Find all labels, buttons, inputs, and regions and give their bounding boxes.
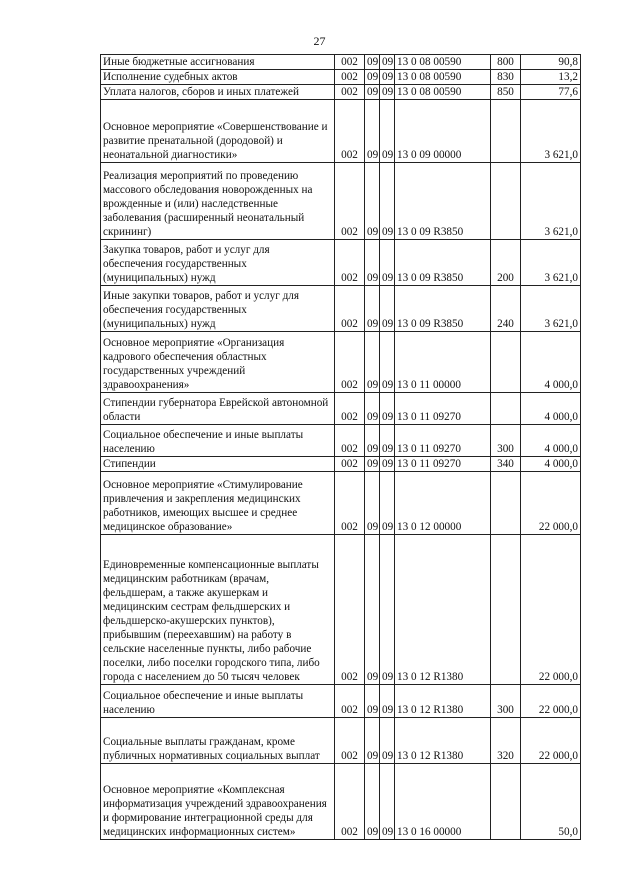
row-ved: 002 xyxy=(335,718,365,764)
row-pr: 09 xyxy=(380,393,395,425)
row-vr: 200 xyxy=(491,240,521,286)
row-vr: 830 xyxy=(491,70,521,85)
table-row xyxy=(101,472,581,535)
table-row xyxy=(101,718,581,764)
row-pr: 09 xyxy=(380,472,395,535)
row-ved: 002 xyxy=(335,472,365,535)
table-row xyxy=(101,163,581,240)
row-rz: 09 xyxy=(365,472,380,535)
row-pr: 09 xyxy=(380,55,395,70)
row-ved: 002 xyxy=(335,286,365,332)
row-rz: 09 xyxy=(365,457,380,472)
row-sum: 22 000,0 xyxy=(521,472,581,535)
row-csr: 13 0 11 00000 xyxy=(395,332,491,393)
row-vr xyxy=(491,100,521,163)
row-vr: 240 xyxy=(491,286,521,332)
row-name: Социальное обеспечение и иные выплаты населению xyxy=(101,685,335,718)
table-row xyxy=(101,764,581,840)
table-row xyxy=(101,100,581,163)
row-sum: 22 000,0 xyxy=(521,535,581,685)
row-rz: 09 xyxy=(365,718,380,764)
row-sum: 90,8 xyxy=(521,55,581,70)
row-sum: 3 621,0 xyxy=(521,286,581,332)
table-row xyxy=(101,535,581,685)
budget-table xyxy=(100,54,581,840)
row-pr: 09 xyxy=(380,100,395,163)
row-ved: 002 xyxy=(335,457,365,472)
table-row xyxy=(101,457,581,472)
row-csr: 13 0 12 R1380 xyxy=(395,535,491,685)
table-row xyxy=(101,685,581,718)
table-row xyxy=(101,240,581,286)
table-row xyxy=(101,85,581,100)
row-csr: 13 0 08 00590 xyxy=(395,55,491,70)
row-ved: 002 xyxy=(335,764,365,840)
row-vr: 850 xyxy=(491,85,521,100)
row-ved: 002 xyxy=(335,100,365,163)
row-vr: 300 xyxy=(491,685,521,718)
row-rz: 09 xyxy=(365,163,380,240)
row-vr: 340 xyxy=(491,457,521,472)
row-sum: 22 000,0 xyxy=(521,685,581,718)
row-csr: 13 0 12 R1380 xyxy=(395,685,491,718)
row-vr xyxy=(491,764,521,840)
row-name: Закупка товаров, работ и услуг для обеспечения государственных (муниципальных) нужд xyxy=(101,240,335,286)
row-sum: 3 621,0 xyxy=(521,100,581,163)
row-name: Стипендии губернатора Еврейской автономной области xyxy=(101,393,335,425)
row-ved: 002 xyxy=(335,685,365,718)
budget-table-body xyxy=(101,55,581,840)
row-vr xyxy=(491,393,521,425)
row-pr: 09 xyxy=(380,70,395,85)
row-pr: 09 xyxy=(380,718,395,764)
table-row xyxy=(101,393,581,425)
row-sum: 4 000,0 xyxy=(521,425,581,457)
row-name: Иные бюджетные ассигнования xyxy=(101,55,335,70)
row-ved: 002 xyxy=(335,85,365,100)
row-ved: 002 xyxy=(335,70,365,85)
row-pr: 09 xyxy=(380,764,395,840)
row-sum: 4 000,0 xyxy=(521,457,581,472)
row-pr: 09 xyxy=(380,163,395,240)
row-pr: 09 xyxy=(380,85,395,100)
row-name: Исполнение судебных актов xyxy=(101,70,335,85)
row-rz: 09 xyxy=(365,55,380,70)
row-name: Основное мероприятие «Организация кадрового обеспечения областных государственных учреждений здравоохранения» xyxy=(101,332,335,393)
row-ved: 002 xyxy=(335,55,365,70)
row-pr: 09 xyxy=(380,535,395,685)
row-vr xyxy=(491,472,521,535)
row-name: Основное мероприятие «Совершенствование и развитие пренатальной (дородовой) и неонатальной диагностики» xyxy=(101,100,335,163)
row-name: Иные закупки товаров, работ и услуг для обеспечения государственных (муниципальных) нужд xyxy=(101,286,335,332)
row-vr xyxy=(491,332,521,393)
row-csr: 13 0 09 R3850 xyxy=(395,240,491,286)
table-row xyxy=(101,332,581,393)
row-name: Социальные выплаты гражданам, кроме публичных нормативных социальных выплат xyxy=(101,718,335,764)
row-pr: 09 xyxy=(380,425,395,457)
page-number: 27 xyxy=(313,34,326,48)
row-name: Основное мероприятие «Стимулирование привлечения и закрепления медицинских работников, имеющих высшее и среднее медицинское образование» xyxy=(101,472,335,535)
row-csr: 13 0 16 00000 xyxy=(395,764,491,840)
row-rz: 09 xyxy=(365,685,380,718)
table-row xyxy=(101,425,581,457)
row-ved: 002 xyxy=(335,332,365,393)
row-pr: 09 xyxy=(380,457,395,472)
row-rz: 09 xyxy=(365,764,380,840)
row-csr: 13 0 08 00590 xyxy=(395,70,491,85)
row-sum: 4 000,0 xyxy=(521,393,581,425)
row-sum: 4 000,0 xyxy=(521,332,581,393)
row-sum: 3 621,0 xyxy=(521,163,581,240)
row-sum: 22 000,0 xyxy=(521,718,581,764)
row-vr xyxy=(491,163,521,240)
table-row xyxy=(101,286,581,332)
row-csr: 13 0 11 09270 xyxy=(395,425,491,457)
row-rz: 09 xyxy=(365,425,380,457)
row-rz: 09 xyxy=(365,100,380,163)
row-pr: 09 xyxy=(380,332,395,393)
row-csr: 13 0 09 00000 xyxy=(395,100,491,163)
row-ved: 002 xyxy=(335,163,365,240)
row-csr: 13 0 09 R3850 xyxy=(395,286,491,332)
row-ved: 002 xyxy=(335,535,365,685)
row-vr: 800 xyxy=(491,55,521,70)
row-name: Социальное обеспечение и иные выплаты населению xyxy=(101,425,335,457)
row-vr: 300 xyxy=(491,425,521,457)
row-rz: 09 xyxy=(365,393,380,425)
row-sum: 13,2 xyxy=(521,70,581,85)
row-sum: 50,0 xyxy=(521,764,581,840)
row-vr: 320 xyxy=(491,718,521,764)
row-rz: 09 xyxy=(365,70,380,85)
row-name: Стипендии xyxy=(101,457,335,472)
row-csr: 13 0 11 09270 xyxy=(395,457,491,472)
row-csr: 13 0 12 R1380 xyxy=(395,718,491,764)
row-ved: 002 xyxy=(335,425,365,457)
row-sum: 77,6 xyxy=(521,85,581,100)
row-sum: 3 621,0 xyxy=(521,240,581,286)
row-rz: 09 xyxy=(365,332,380,393)
row-ved: 002 xyxy=(335,393,365,425)
table-row xyxy=(101,70,581,85)
row-pr: 09 xyxy=(380,286,395,332)
row-rz: 09 xyxy=(365,286,380,332)
row-csr: 13 0 09 R3850 xyxy=(395,163,491,240)
row-vr xyxy=(491,535,521,685)
row-ved: 002 xyxy=(335,240,365,286)
row-rz: 09 xyxy=(365,535,380,685)
row-csr: 13 0 11 09270 xyxy=(395,393,491,425)
row-name: Основное мероприятие «Комплексная информатизация учреждений здравоохранения и формирование интеграционной среды для медицинских информационных систем» xyxy=(101,764,335,840)
row-pr: 09 xyxy=(380,240,395,286)
row-name: Уплата налогов, сборов и иных платежей xyxy=(101,85,335,100)
row-pr: 09 xyxy=(380,685,395,718)
row-rz: 09 xyxy=(365,240,380,286)
row-name: Единовременные компенсационные выплаты медицинским работникам (врачам, фельдшерам, а также акушеркам и медицинским сестрам фельдшерских и фельдшерско-акушерских пунктов), прибывшим (переехавшим) на работу в сельские населенные пункты, либо рабочие поселки, либо поселки городского типа, либо города с населением до 50 тысяч человек xyxy=(101,535,335,685)
row-rz: 09 xyxy=(365,85,380,100)
row-csr: 13 0 08 00590 xyxy=(395,85,491,100)
row-name: Реализация мероприятий по проведению массового обследования новорожденных на врожденные и (или) наследственные заболевания (расширенный неонатальный скрининг) xyxy=(101,163,335,240)
row-csr: 13 0 12 00000 xyxy=(395,472,491,535)
table-row xyxy=(101,55,581,70)
